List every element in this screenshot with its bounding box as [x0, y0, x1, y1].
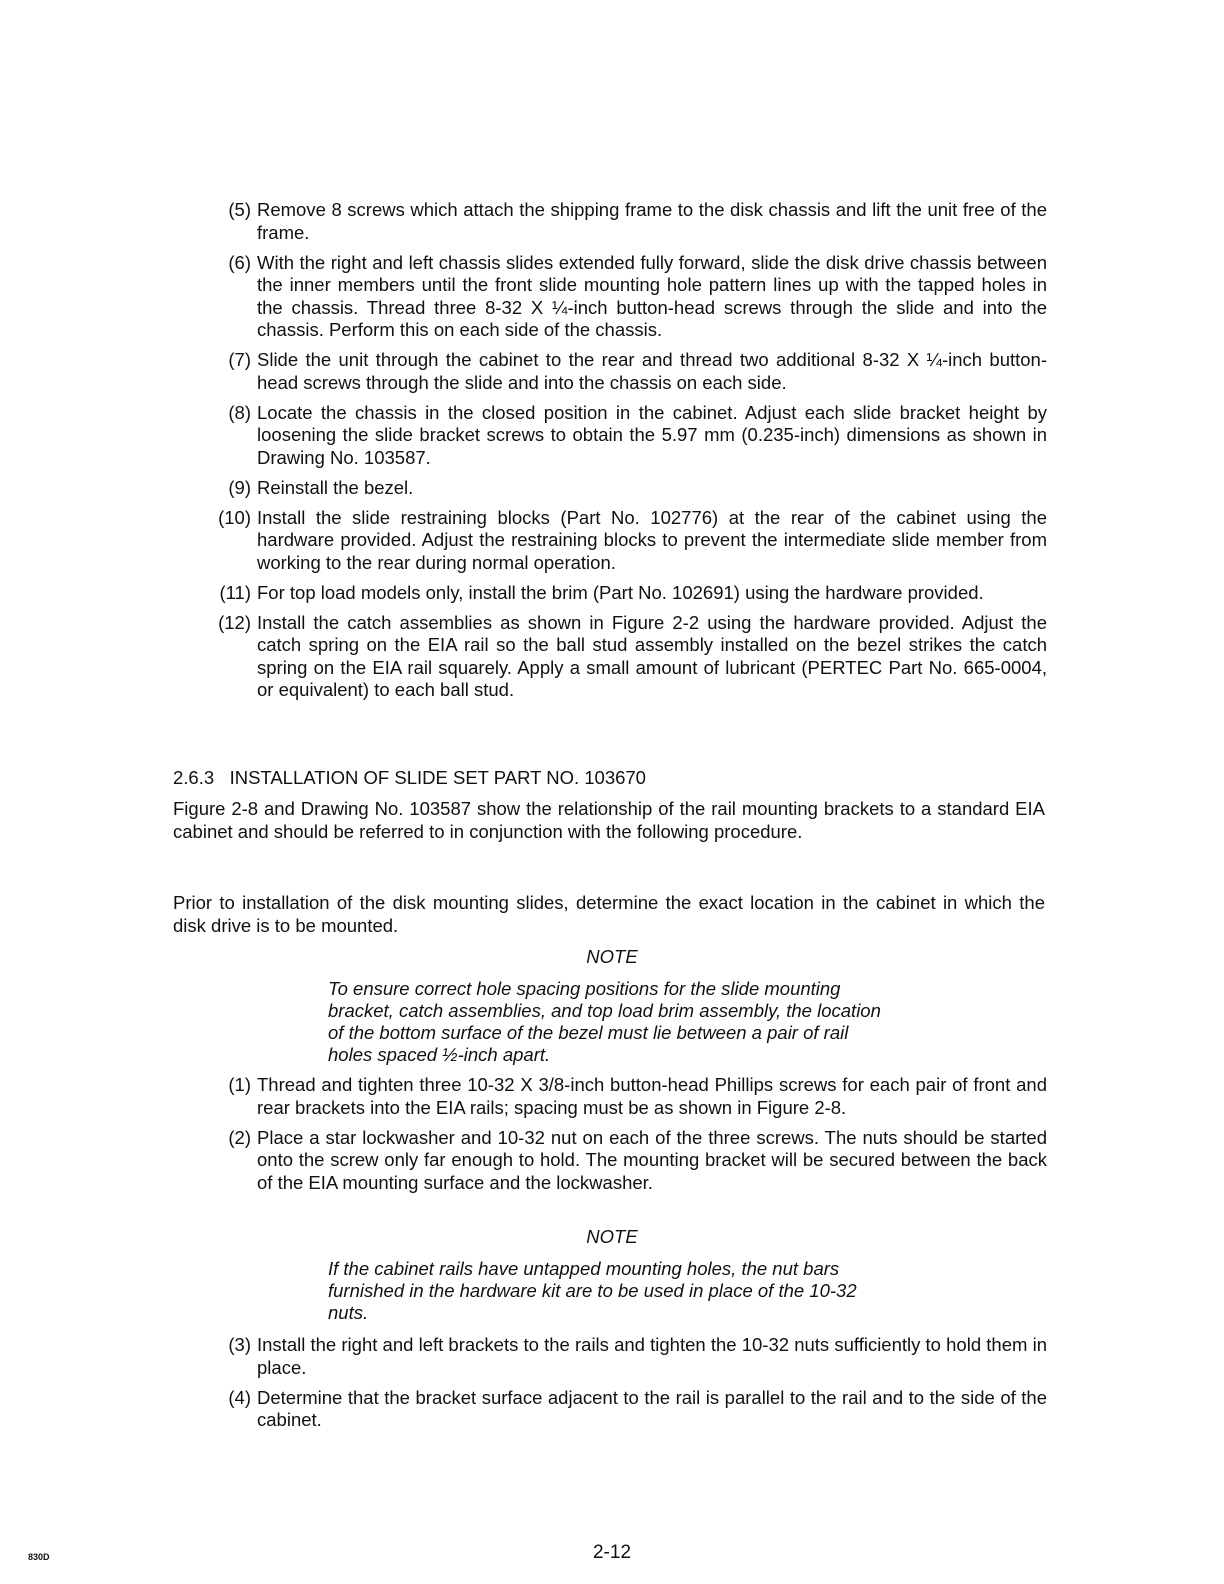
step-number: (7)	[228, 349, 251, 370]
page-number: 2-12	[592, 1542, 632, 1563]
list-item	[205, 612, 1047, 702]
step-text: Locate the chassis in the closed position in the cabinet. Adjust each slide bracket height by loosening the slide bracket screws to obtain the 5.97 mm (0.235-inch) dimensions as shown in Drawing No. 103587.	[257, 401, 1047, 468]
section-heading: 2.6.3 INSTALLATION OF SLIDE SET PART NO. 103670	[173, 767, 646, 788]
intro-paragraph: Figure 2-8 and Drawing No. 103587 show the relationship of the rail mounting brackets to a standard EIA cabinet and should be referred to in conjunction with the following procedure.	[173, 798, 1045, 842]
note-title: NOTE	[586, 1226, 638, 1247]
step-number: (8)	[228, 401, 251, 423]
list-item	[205, 1387, 1047, 1432]
step-number: (12)	[218, 611, 251, 633]
prior-paragraph: Prior to installation of the disk mounting slides, determine the exact location in the cabinet in which the disk drive is to be mounted.	[173, 892, 1045, 936]
list-item	[205, 1127, 1047, 1195]
step-number: (11)	[219, 581, 251, 603]
step-text: Install the right and left brackets to the rails and tighten the 10-32 nuts sufficiently to hold them in place.	[257, 1334, 1047, 1378]
list-item	[205, 1074, 1047, 1119]
step-text: Determine that the bracket surface adjacent to the rail is parallel to the rail and to the side of the cabinet.	[257, 1386, 1047, 1430]
note-title: NOTE	[586, 946, 638, 967]
note-body: To ensure correct hole spacing positions for the slide mounting bracket, catch assemblies, and top load brim assembly, the location of the bottom surface of the bezel must lie between a pair of rail holes spaced ½-inch apart.	[328, 978, 881, 1065]
step-number: (2)	[228, 1126, 251, 1148]
step-text: Place a star lockwasher and 10-32 nut on each of the three screws. The nuts should be started onto the screw only far enough to hold. The mounting bracket will be secured between the back of the EIA mounting surface and the lockwasher.	[257, 1126, 1047, 1193]
step-number: (5)	[228, 199, 251, 220]
footer-code: 830D	[28, 1552, 50, 1562]
step-text: Slide the unit through the cabinet to the rear and thread two additional 8-32 X ¼-inch button-head screws through the slide and into the chassis on each side.	[257, 349, 1047, 393]
step-number: (10)	[218, 506, 251, 528]
note-body: If the cabinet rails have untapped mounting holes, the nut bars furnished in the hardware kit are to be used in place of the 10-32 nuts.	[328, 1258, 857, 1323]
list-item	[205, 199, 1047, 244]
step-number: (1)	[228, 1074, 251, 1095]
list-item	[205, 402, 1047, 470]
step-number: (6)	[228, 251, 251, 273]
list-item	[205, 349, 1047, 394]
step-text: Install the slide restraining blocks (Part No. 102776) at the rear of the cabinet using the hardware provided. Adjust the restraining blocks to prevent the intermediate slide member from working to the rear during normal operation.	[257, 506, 1047, 573]
steps-list-a	[205, 199, 1047, 709]
step-text: Remove 8 screws which attach the shipping frame to the disk chassis and lift the unit free of the frame.	[257, 199, 1047, 243]
step-text: Reinstall the bezel.	[257, 476, 414, 498]
step-number: (3)	[228, 1334, 251, 1355]
step-text: Thread and tighten three 10-32 X 3/8-inch button-head Phillips screws for each pair of front and rear brackets into the EIA rails; spacing must be as shown in Figure 2-8.	[257, 1074, 1047, 1118]
step-number: (4)	[228, 1386, 251, 1408]
steps-list-b	[205, 1074, 1047, 1202]
step-text: With the right and left chassis slides extended fully forward, slide the disk drive chassis between the inner members until the front slide mounting hole pattern lines up with the tapped holes in the chassis. Thread three 8-32 X ¼-inch button-head screws through the slide and into the chassis. Perform this on each side of the chassis.	[257, 251, 1047, 340]
list-item	[205, 252, 1047, 342]
step-number: (9)	[228, 476, 251, 498]
step-text: For top load models only, install the brim (Part No. 102691) using the hardware provided.	[257, 581, 984, 603]
steps-list-c	[205, 1334, 1047, 1439]
step-text: Install the catch assemblies as shown in Figure 2-2 using the hardware provided. Adjust the catch spring on the EIA rail so the ball stud assembly installed on the bezel strikes the catch spring on the EIA rail squarely. Apply a small amount of lubricant (PERTEC Part No. 665-0004, or equivalent) to each ball stud.	[257, 611, 1047, 700]
list-item	[205, 477, 1047, 500]
list-item	[205, 507, 1047, 575]
list-item	[205, 1334, 1047, 1379]
list-item	[205, 582, 1047, 605]
